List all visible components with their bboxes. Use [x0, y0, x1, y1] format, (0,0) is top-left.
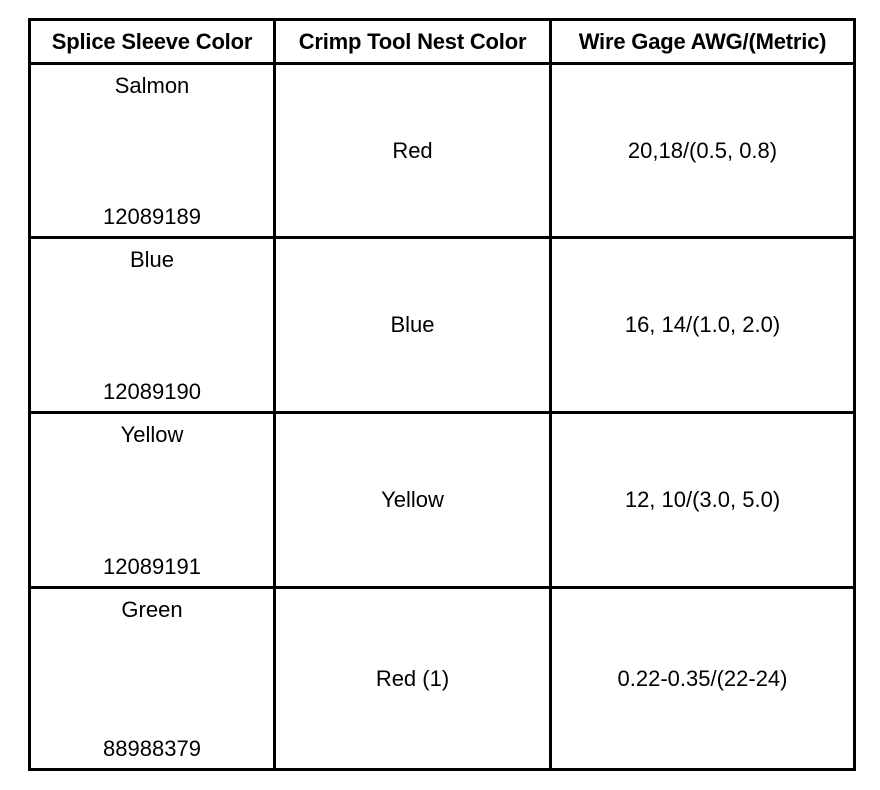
table-row-sleeve-cell	[31, 65, 276, 239]
header-crimp-tool-nest-color: Crimp Tool Nest Color	[276, 21, 552, 65]
part-number: 12089190	[103, 379, 201, 404]
wire-gage: 16, 14/(1.0, 2.0)	[552, 239, 853, 414]
sleeve-color: Green	[121, 597, 183, 622]
header-wire-gage: Wire Gage AWG/(Metric)	[552, 21, 853, 65]
nest-color: Blue	[276, 239, 552, 414]
nest-color: Red (1)	[276, 589, 552, 768]
nest-color: Red	[276, 65, 552, 239]
nest-color: Yellow	[276, 414, 552, 589]
wire-gage: 20,18/(0.5, 0.8)	[552, 65, 853, 239]
sleeve-color: Salmon	[114, 73, 190, 98]
part-number: 88988379	[103, 736, 201, 761]
wire-gage: 0.22-0.35/(22-24)	[617, 665, 788, 691]
part-number: 12089189	[103, 204, 201, 229]
sleeve-color: Blue	[129, 247, 175, 272]
sleeve-color: Yellow	[120, 422, 184, 447]
table-row-sleeve-cell	[31, 414, 276, 589]
part-number: 12089191	[103, 554, 201, 579]
splice-sleeve-table	[28, 18, 856, 771]
header-splice-sleeve-color: Splice Sleeve Color	[31, 21, 276, 65]
table-row-sleeve-cell	[31, 239, 276, 414]
table-row-sleeve-cell	[31, 589, 276, 768]
wire-gage: 12, 10/(3.0, 5.0)	[552, 414, 853, 589]
